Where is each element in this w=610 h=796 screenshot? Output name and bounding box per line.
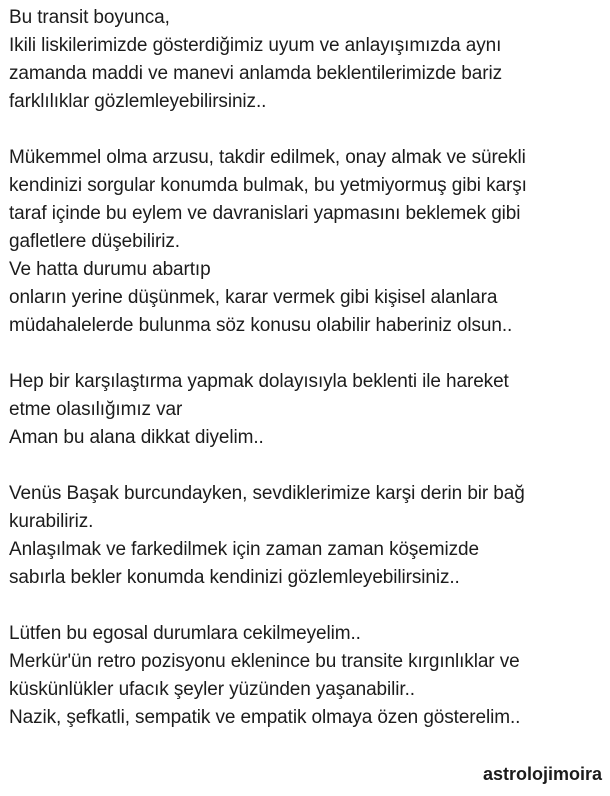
text-line: etme olasılığımız var [9,399,183,420]
text-line: Nazik, şefkatli, sempatik ve empatik olmaya özen gösterelim.. [9,707,521,728]
text-line: Ve hatta durumu abartıp [9,259,211,280]
paragraph-4 [9,480,605,592]
text-line: müdahalelerde bulunma söz konusu olabilir haberiniz olsun.. [9,315,513,336]
text-line: taraf içinde bu eylem ve davranislari yapmasını beklemek gibi [9,203,521,224]
text-line: kendinizi sorgular konumda bulmak, bu yetmiyormuş gibi karşı [9,175,527,196]
paragraph-3 [9,368,605,452]
text-line: zamanda maddi ve manevi anlamda beklentilerimizde bariz [9,63,502,84]
text-line: Anlaşılmak ve farkedilmek için zaman zaman köşemizde [9,539,479,560]
text-line: Ikili liskilerimizde gösterdiğimiz uyum ve anlayışımızda aynı [9,35,502,56]
text-line: farklılıklar gözlemleyebilirsiniz.. [9,91,267,112]
text-line: Lütfen bu egosal durumlara cekilmeyelim.. [9,623,361,644]
paragraph-1 [9,4,605,116]
text-line: küskünlükler ufacık şeyler yüzünden yaşanabilir.. [9,679,415,700]
post-body [9,4,605,732]
author-signature: astrolojimoira [482,764,602,784]
text-line: gafletlere düşebiliriz. [9,231,180,252]
paragraph-5 [9,620,605,732]
text-line: onların yerine düşünmek, karar vermek gibi kişisel alanlara [9,287,498,308]
text-line: Bu transit boyunca, [9,7,170,28]
text-line: Mükemmel olma arzusu, takdir edilmek, onay almak ve sürekli [9,147,526,168]
text-line: Hep bir karşılaştırma yapmak dolayısıyla beklenti ile hareket [9,371,509,392]
paragraph-2 [9,144,605,340]
text-line: kurabiliriz. [9,511,94,532]
text-line: Venüs Başak burcundayken, sevdiklerimize karşi derin bir bağ [9,483,525,504]
text-line: Merkür'ün retro pozisyonu eklenince bu transite kırgınlıklar ve [9,651,520,672]
text-line: sabırla bekler konumda kendinizi gözlemleyebilirsiniz.. [9,567,460,588]
text-line: Aman bu alana dikkat diyelim.. [9,427,264,448]
